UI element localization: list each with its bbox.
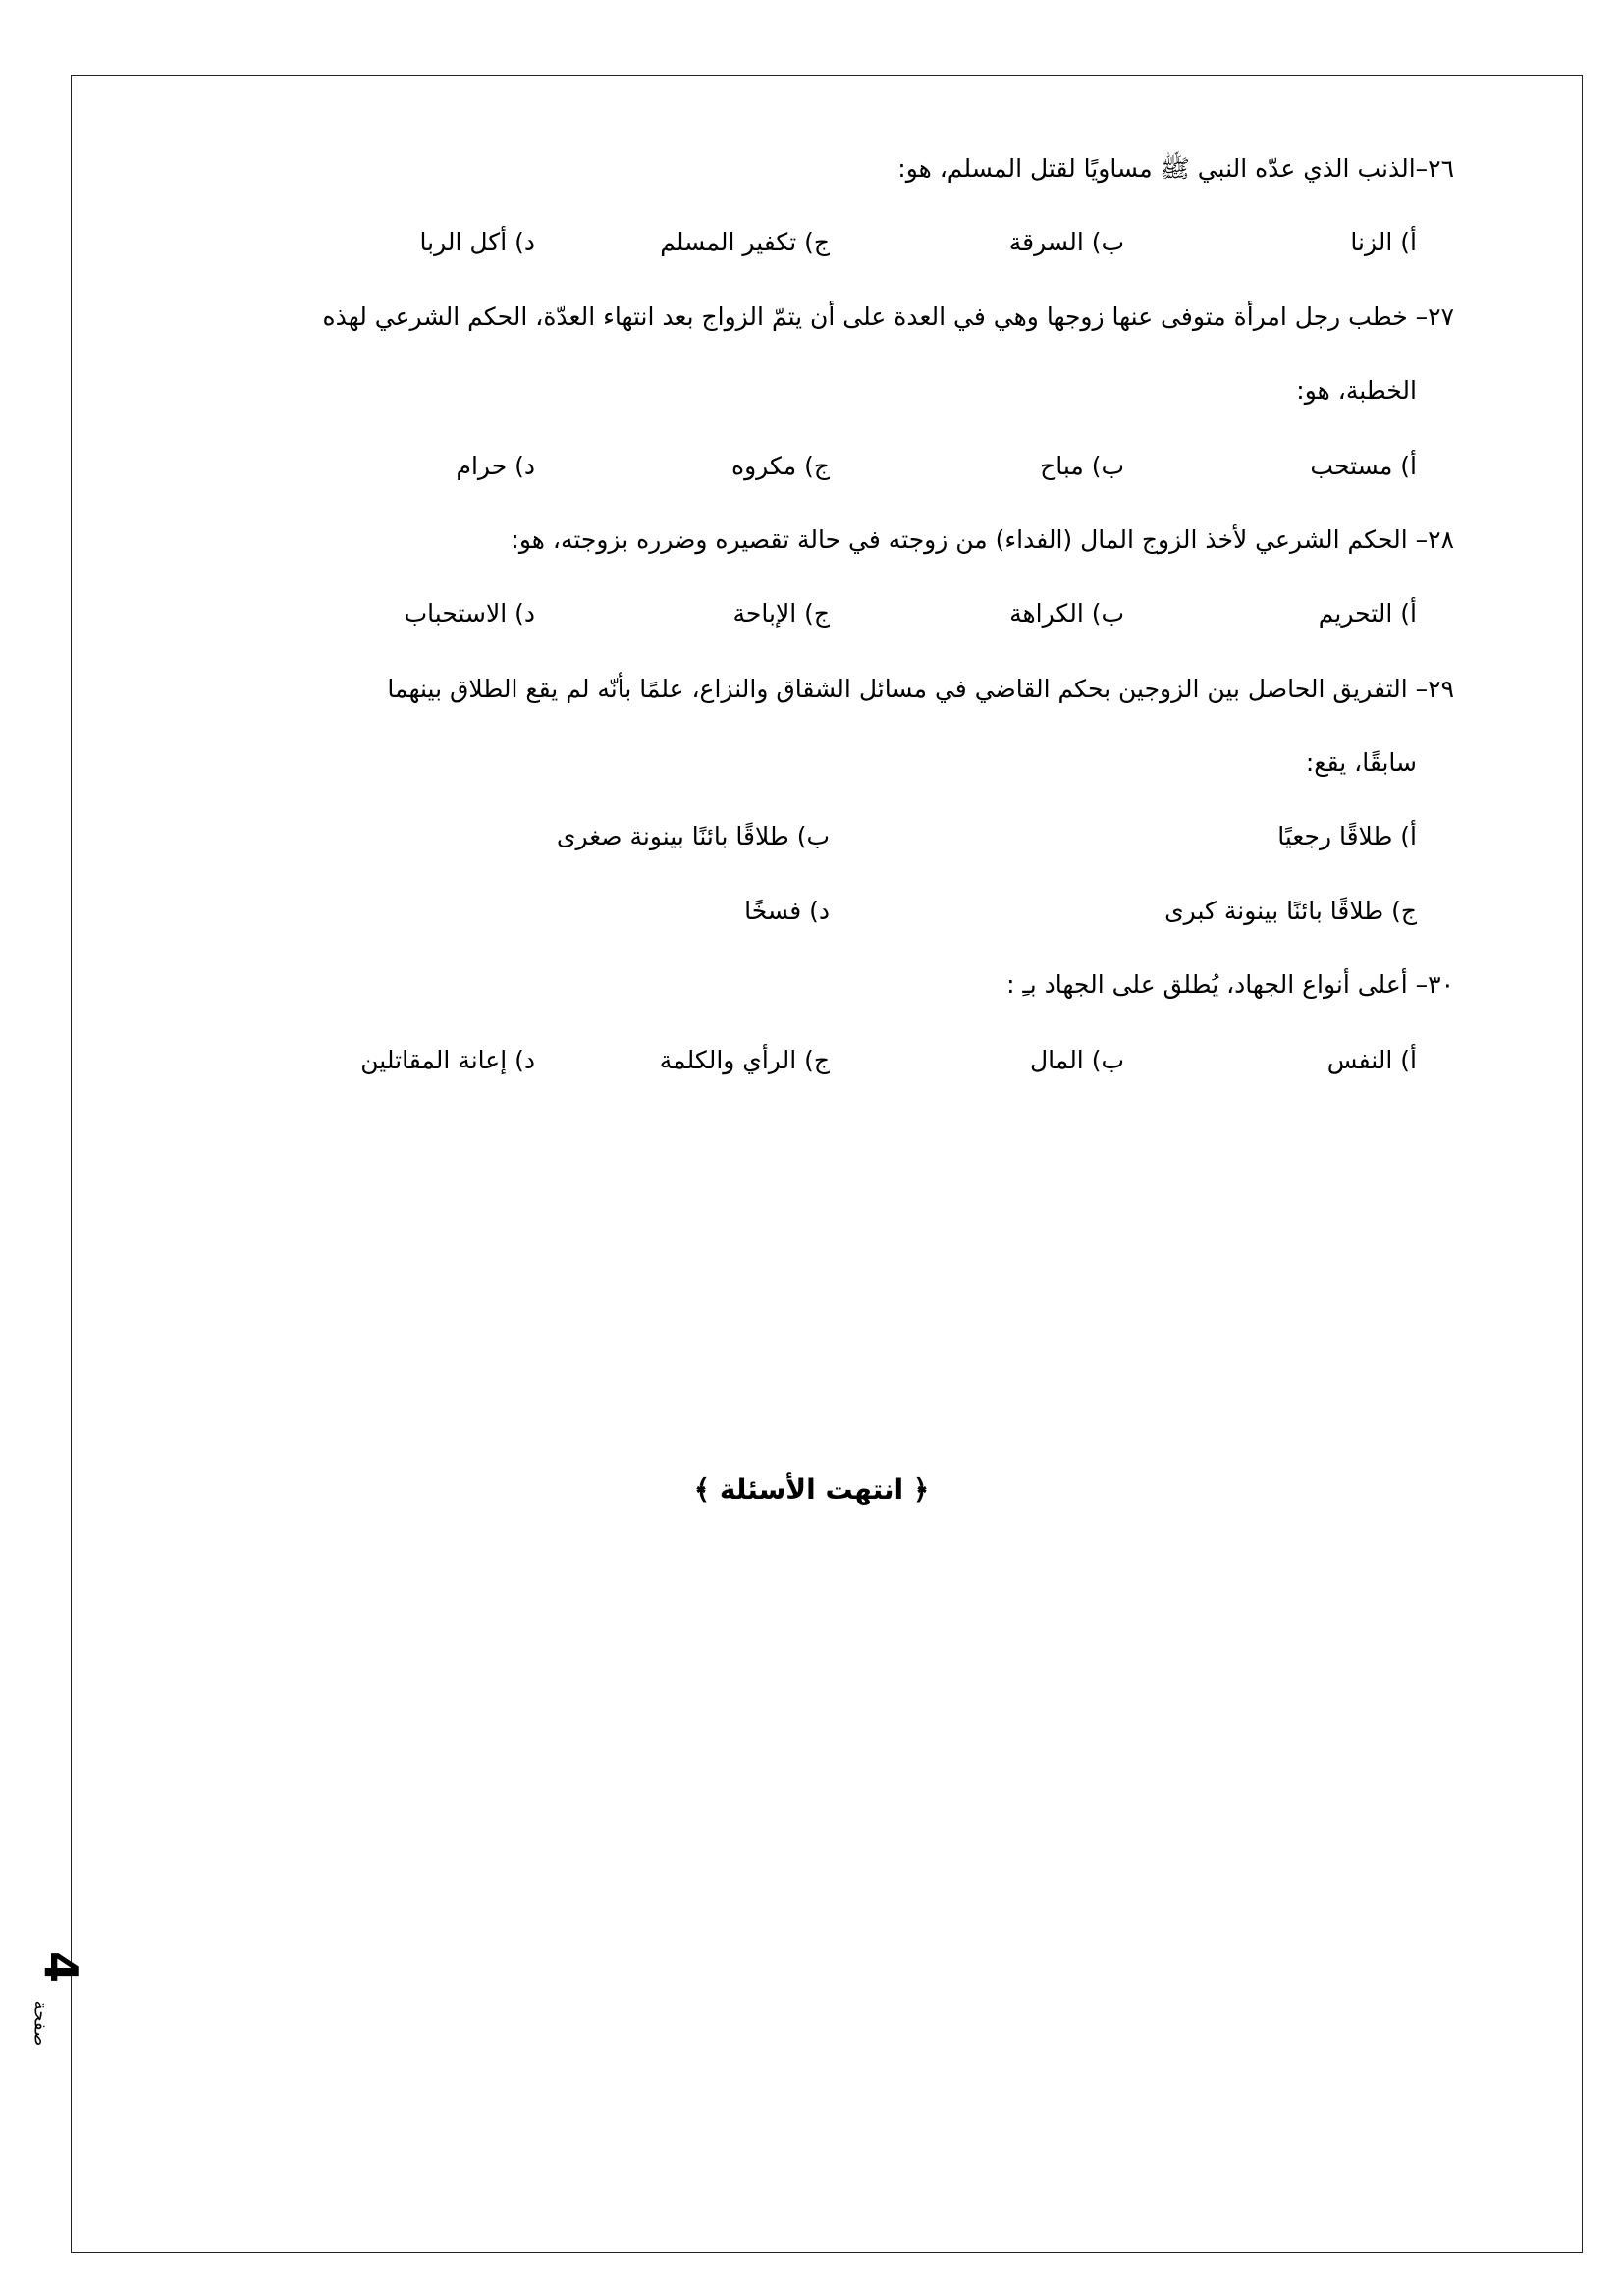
question-29-option-b[interactable]: ب) طلاقًا بائنًا بينونة صغرى: [556, 822, 830, 850]
question-27-option-a[interactable]: أ) مستحب: [1310, 452, 1417, 480]
question-27-text-cont: الخطبة، هو:: [1296, 376, 1417, 405]
question-30-option-d[interactable]: د) إعانة المقاتلين: [360, 1046, 535, 1074]
question-29-text-cont: سابقًا، يقع:: [1305, 748, 1417, 777]
question-28-option-c[interactable]: ج) الإباحة: [732, 599, 830, 628]
question-28-option-b[interactable]: ب) الكراهة: [1009, 599, 1124, 628]
question-27-option-b[interactable]: ب) مباح: [1040, 452, 1124, 480]
question-26-text: ٢٦–الذنب الذي عدّه النبي ﷺ مساويًا لقتل المسلم، هو:: [897, 154, 1454, 183]
page-label: صفحة: [29, 2000, 51, 2047]
question-27-text: ٢٧– خطب رجل امرأة متوفى عنها زوجها وهي في العدة على أن يتمّ الزواج بعد انتهاء العدّة، الحكم الشرعي لهذه: [322, 302, 1454, 331]
question-26-option-a[interactable]: أ) الزنا: [1350, 228, 1417, 256]
page-number: 4: [34, 1950, 88, 1984]
question-29-option-c[interactable]: ج) طلاقًا بائنًا بينونة كبرى: [1164, 897, 1417, 925]
question-28-option-d[interactable]: د) الاستحباب: [404, 599, 535, 628]
question-27-option-d[interactable]: د) حرام: [456, 452, 535, 480]
question-29-option-a[interactable]: أ) طلاقًا رجعيًا: [1277, 822, 1417, 850]
end-of-questions: ﴿ انتهت الأسئلة ﴾: [693, 1473, 930, 1505]
question-30-option-a[interactable]: أ) النفس: [1326, 1046, 1417, 1074]
question-28-text: ٢٨– الحكم الشرعي لأخذ الزوج المال (الفداء) من زوجته في حالة تقصيره وضرره بزوجته، هو:: [511, 525, 1454, 554]
question-29-text: ٢٩– التفريق الحاصل بين الزوجين بحكم القاضي في مسائل الشقاق والنزاع، علمًا بأنّه لم يقع الطلاق بينهما: [387, 675, 1454, 703]
question-27-option-c[interactable]: ج) مكروه: [731, 452, 830, 480]
page-number-marker: [29, 1944, 88, 2062]
question-30-text: ٣٠– أعلى أنواع الجهاد، يُطلق على الجهاد بـِ :: [1006, 970, 1454, 999]
question-26-option-c[interactable]: ج) تكفير المسلم: [660, 228, 830, 256]
question-30-option-c[interactable]: ج) الرأي والكلمة: [659, 1046, 830, 1074]
question-30-option-b[interactable]: ب) المال: [1029, 1046, 1124, 1074]
question-26-option-b[interactable]: ب) السرقة: [1008, 228, 1124, 256]
question-26-option-d[interactable]: د) أكل الربا: [419, 228, 535, 256]
question-29-option-d[interactable]: د) فسخًا: [744, 897, 830, 925]
question-28-option-a[interactable]: أ) التحريم: [1318, 599, 1417, 628]
